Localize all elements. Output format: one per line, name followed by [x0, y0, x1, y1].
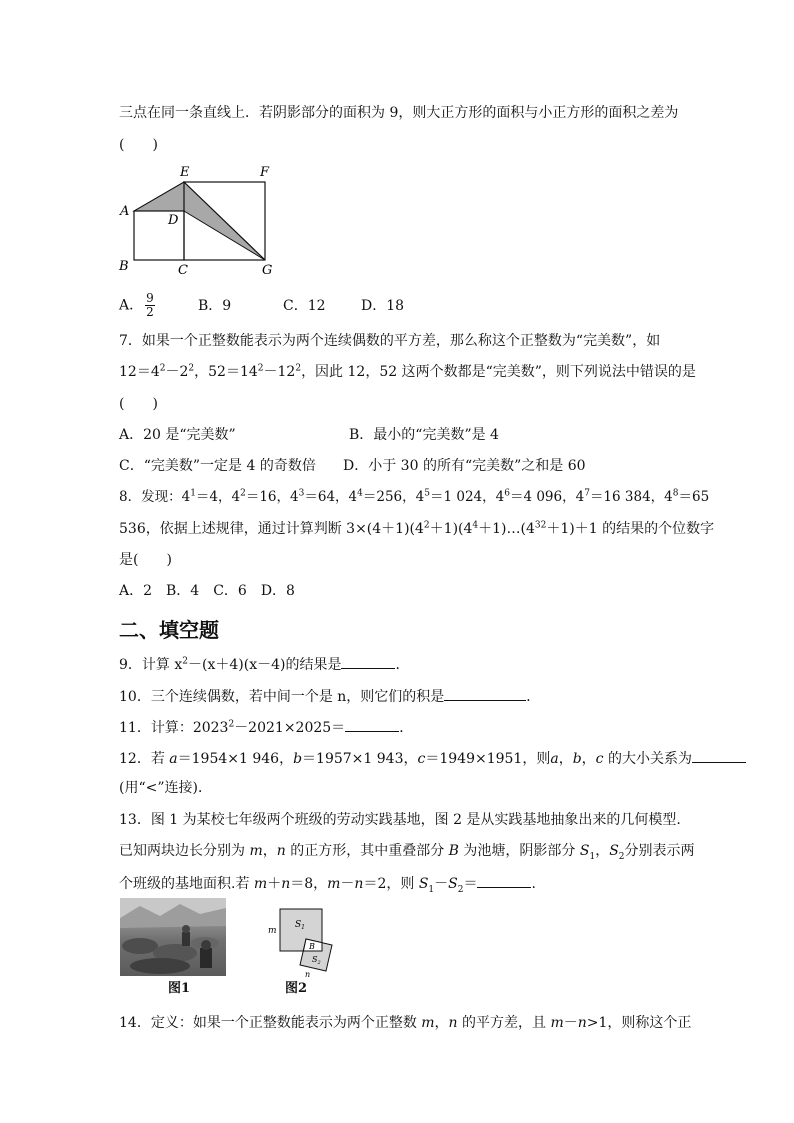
label-E: E — [180, 165, 190, 180]
q11-answer-blank[interactable] — [345, 719, 399, 732]
label-F: F — [260, 165, 270, 180]
q6-options: A． $\frac{9}{2}$ B．9 C．12 D．18 — [119, 291, 405, 320]
q10-line: 10．三个连续偶数，若中间一个是 n，则它们的积是 ． — [119, 689, 541, 705]
q14-line1: 14．定义：如果一个正整数能表示为两个正整数 m，n 的平方差，且 m－n>1，则称这个正 — [119, 1015, 692, 1031]
q7-options-row1: A．20 是“完美数” B．最小的“完美数”是 4 — [119, 427, 499, 443]
q6-geometry-figure — [112, 160, 287, 280]
label-C: C — [178, 263, 188, 278]
fig2-label-S1: $S_1$ — [295, 920, 305, 931]
q8-line3: 是( ) — [119, 552, 172, 568]
label-B: B — [119, 259, 129, 274]
q11-line: 11．计算：$2023^2-2021\times 2025=$ ． — [119, 719, 414, 736]
figure2-caption: 图2 — [285, 981, 308, 996]
fig2-label-B: B — [309, 942, 315, 951]
q7-answer-paren: ( ) — [119, 396, 158, 412]
q8-line1: 8．发现：$4^1=4$，$4^2=16$，$4^3=64$，$4^4=256$，$4^5=1$ 024，$4^6=4$ 096，$4^7=16$ 384，$4^8=65$ — [119, 488, 710, 505]
q6-text-line: 三点在同一条直线上．若阴影部分的面积为 9，则大正方形的面积与小正方形的面积之差为 — [119, 105, 679, 121]
segment-EG — [184, 182, 265, 260]
q9-line: 9．计算 $x^2-(x+4)(x-4)$的结果是 ． — [119, 656, 410, 673]
q7-line1: 7．如果一个正整数能表示为两个连续偶数的平方差，那么称这个正整数为“完美数”，如 — [119, 333, 661, 349]
section-heading-fill-in: 二、填空题 — [119, 618, 219, 642]
fig2-label-m: m — [268, 926, 277, 936]
q13-line3: 个班级的基地面积.若 m＋n＝8，m－n＝2，则 $S_1-S_2=$ . — [119, 876, 536, 895]
figure2-squares — [262, 905, 342, 981]
q10-answer-blank[interactable] — [444, 688, 526, 701]
label-G: G — [262, 263, 273, 278]
q8-line2: 536，依据上述规律，通过计算判断 $3\times(4+1)(4^2+1)(4^4+1)\dots(4^{32}+1)+1$ 的结果的个位数字 — [119, 520, 715, 537]
q12-line1: 12．若 a＝1954×1 946，b＝1957×1 943，c＝1949×1951，则a，b，c 的大小关系为 — [119, 750, 746, 766]
fig2-label-S2: $S_2$ — [312, 955, 321, 966]
q7-options-row2: C．“完美数”一定是 4 的奇数倍 D．小于 30 的所有“完美数”之和是 60 — [119, 458, 586, 474]
q7-line2: $12=4^2-2^2$，$52=14^2-12^2$，因此 12，52 这两个数都是“完美数”，则下列说法中错误的是 — [119, 363, 696, 380]
q12-line2: (用“<”连接)． — [119, 780, 212, 796]
q8-options: A．2 B．4 C．6 D．8 — [119, 583, 295, 599]
q13-answer-blank[interactable] — [477, 875, 531, 888]
q13-line1: 13．图 1 为某校七年级两个班级的劳动实践基地，图 2 是从实践基地抽象出来的几何模型. — [119, 812, 681, 828]
q9-answer-blank[interactable] — [341, 656, 395, 669]
q12-answer-blank[interactable] — [692, 750, 746, 763]
figure1-photo — [120, 898, 226, 976]
option-a-fraction: $\frac{9}{2}$ — [146, 291, 154, 320]
q6-answer-paren: ( ) — [119, 137, 158, 153]
figure1-caption: 图1 — [168, 981, 191, 996]
label-D: D — [168, 213, 179, 228]
q13-line2: 已知两块边长分别为 m，n 的正方形，其中重叠部分 B 为池塘，阴影部分 $S_1$，$S_2$分别表示两 — [119, 843, 695, 862]
label-A: A — [120, 204, 130, 219]
fig2-label-n: n — [305, 970, 311, 979]
